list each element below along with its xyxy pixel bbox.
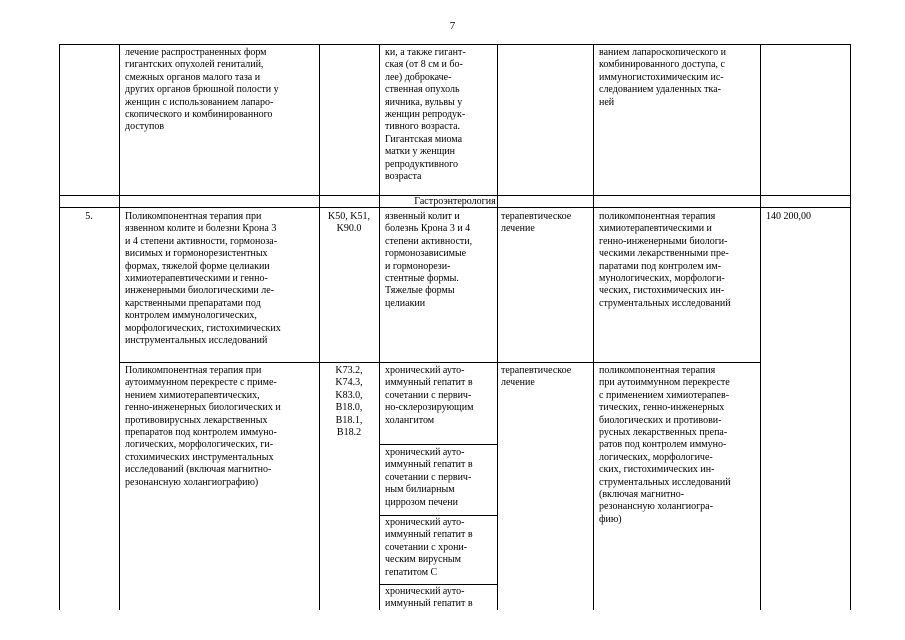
services-table xyxy=(59,44,851,610)
row6-model-4: хронический ауто- иммунный гепатит в xyxy=(385,586,473,610)
sub-row-divider-3 xyxy=(379,584,497,585)
row6-treatment: терапевтическое лечение xyxy=(501,365,572,389)
top-row-method-desc: ванием лапароскопического и комбинированного доступа, с иммуногистохимическим ис- следованием удаленных тка- ней xyxy=(599,47,727,108)
row5-method: Поликомпонентная терапия при язвенном колите и болезни Крона 3 и 4 степени активности, гормоноза- висимых и гормонорезистентных формах, тяжелой форме целиакии химиотерапевтическими и генно- инженерными биологическими ле- карственными препаратами под контролем иммунологических, морфологических, гистохимических инструментальных исследований xyxy=(125,211,281,347)
row6-codes: K73.2, K74.3, K83.0, B18.0, B18.1, B18.2 xyxy=(335,365,363,439)
top-row-method: лечение распространенных форм гигантских опухолей гениталий, смежных органов малого таза и других органов брюшной полости у женщин с использованием лапаро- скопического и комбинированного доступов xyxy=(125,47,279,133)
col-divider-6 xyxy=(760,44,761,610)
row5-codes: K50, K51, K90.0 xyxy=(328,211,370,235)
col-divider-3 xyxy=(379,44,380,610)
row6-method-desc: поликомпонентная терапия при аутоиммунном перекресте с применением химиотерапев- тических, генно-инженерных биологических и противови- русных лекарственных препа- ратов под контролем иммуно- логических, морфологиче- ских, гистохимических ин- струментальных исследований (включая магнитно- резонансную холангиогра- фию) xyxy=(599,365,731,525)
top-row-model: ки, а также гигант- ская (от 8 см и бо- лее) доброкаче- ственная опухоль яичника, вульвы у женщин репродук- тивного возраста. Гигантская миома матки у женщин репродуктивного возраста xyxy=(385,47,466,183)
sub-row-divider-1 xyxy=(379,444,497,445)
table-border-left xyxy=(59,44,60,610)
col-divider-5 xyxy=(593,44,594,610)
table-border-top xyxy=(59,44,851,45)
col-divider-4 xyxy=(497,44,498,610)
row-divider-row6 xyxy=(119,362,761,363)
row6-model-2: хронический ауто- иммунный гепатит в сочетании с первич- ным билиарным циррозом печени xyxy=(385,447,473,508)
page-number: 7 xyxy=(449,20,456,32)
row5-number: 5. xyxy=(85,211,93,222)
row6-method: Поликомпонентная терапия при аутоиммунном перекресте с приме- нением химиотерапевтических, генно-инженерных биологических и противовирусных лекарственных препаратов под контролем иммуно- логических, морфологических, ги- стохимических инструментальных исследований (включая магнитно- резонансную холангиографию) xyxy=(125,365,281,488)
row5-cost: 140 200,00 xyxy=(766,211,811,222)
row5-treatment: терапевтическое лечение xyxy=(501,211,572,235)
row5-model: язвенный колит и болезнь Крона 3 и 4 степени активности, гормонозависимые и гормонорези- стентные формы. Тяжелые формы целиакии xyxy=(385,211,473,309)
row6-model-3: хронический ауто- иммунный гепатит в сочетании с хрони- ческим вирусным гепатитом C xyxy=(385,517,473,578)
section-title: Гастроэнтерология xyxy=(414,196,496,207)
row5-method-desc: поликомпонентная терапия химиотерапевтическими и генно-инженерными биологи- ческими лекарственными пре- паратами под контролем им- мунологических, морфологи- ческих, гистохимических ин- струментальных исследований xyxy=(599,211,731,309)
sub-row-divider-2 xyxy=(379,515,497,516)
col-divider-1 xyxy=(119,44,120,610)
row6-model-1: хронический ауто- иммунный гепатит в сочетании с первич- но-склерозирующим холангитом xyxy=(385,365,474,426)
col-divider-2 xyxy=(319,44,320,610)
table-border-right xyxy=(850,44,851,610)
